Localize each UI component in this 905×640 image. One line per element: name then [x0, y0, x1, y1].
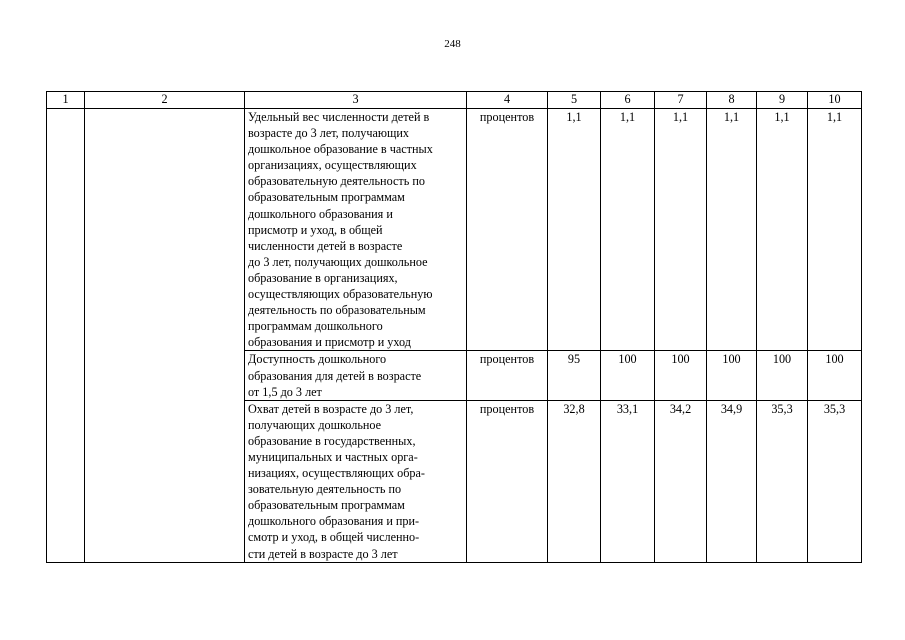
- header-col-9: 9: [757, 92, 808, 109]
- indicator-cell: [245, 109, 467, 351]
- table-row: [47, 109, 862, 351]
- indicator-line: дошкольное образование в частных: [248, 142, 433, 157]
- indicator-line: осуществляющих образовательную: [248, 287, 433, 302]
- cell-col-2: [85, 109, 245, 563]
- value-cell: 95: [548, 351, 601, 400]
- indicator-line: зовательную деятельность по: [248, 482, 402, 497]
- indicator-line: получающих дошкольное: [248, 417, 382, 432]
- indicator-cell: [245, 351, 467, 400]
- table-header-row: [47, 92, 862, 109]
- header-col-5: 5: [548, 92, 601, 109]
- value-cell: 32,8: [548, 400, 601, 562]
- indicator-line: возрасте до 3 лет, получающих: [248, 126, 410, 141]
- indicator-line: дошкольного образования и: [248, 206, 393, 221]
- indicator-line: образования и присмотр и уход: [248, 335, 411, 350]
- header-col-3: 3: [245, 92, 467, 109]
- header-col-4: 4: [467, 92, 548, 109]
- value-cell: 100: [808, 351, 862, 400]
- value-cell: 34,9: [707, 400, 757, 562]
- header-col-8: 8: [707, 92, 757, 109]
- indicator-line: организациях, осуществляющих: [248, 158, 417, 173]
- indicator-line: низациях, осуществляющих обра-: [248, 466, 425, 481]
- value-cell: 1,1: [548, 109, 601, 351]
- indicator-line: образование в организациях,: [248, 270, 398, 285]
- unit-cell: процентов: [467, 400, 548, 562]
- value-cell: 1,1: [757, 109, 808, 351]
- indicator-line: муниципальных и частных орга-: [248, 449, 418, 464]
- value-cell: 1,1: [601, 109, 655, 351]
- unit-cell: процентов: [467, 351, 548, 400]
- value-cell: 100: [601, 351, 655, 400]
- unit-cell: процентов: [467, 109, 548, 351]
- value-cell: 100: [757, 351, 808, 400]
- header-col-6: 6: [601, 92, 655, 109]
- header-col-10: 10: [808, 92, 862, 109]
- indicator-line: программам дошкольного: [248, 319, 383, 334]
- value-cell: 35,3: [757, 400, 808, 562]
- indicator-line: образование в государственных,: [248, 433, 416, 448]
- value-cell: 100: [655, 351, 707, 400]
- indicator-line: образовательную деятельность по: [248, 174, 425, 189]
- indicator-line: сти детей в возрасте до 3 лет: [248, 546, 398, 561]
- indicators-table: [46, 91, 862, 563]
- indicator-cell: [245, 400, 467, 562]
- indicator-line: численности детей в возрасте: [248, 238, 403, 253]
- indicator-line: образования для детей в возрасте: [248, 368, 422, 383]
- value-cell: 100: [707, 351, 757, 400]
- indicator-line: Охват детей в возрасте до 3 лет,: [248, 401, 414, 416]
- cell-col-1: [47, 109, 85, 563]
- indicator-line: Доступность дошкольного: [248, 352, 387, 367]
- page-number: 248: [444, 38, 461, 50]
- header-col-2: 2: [85, 92, 245, 109]
- header-col-1: 1: [47, 92, 85, 109]
- indicator-line: Удельный вес численности детей в: [248, 110, 430, 124]
- indicator-line: образовательным программам: [248, 190, 405, 205]
- indicator-line: присмотр и уход, в общей: [248, 222, 383, 237]
- value-cell: 34,2: [655, 400, 707, 562]
- indicator-line: смотр и уход, в общей численно-: [248, 530, 420, 545]
- value-cell: 1,1: [808, 109, 862, 351]
- value-cell: 35,3: [808, 400, 862, 562]
- indicator-line: дошкольного образования и при-: [248, 514, 420, 529]
- header-col-7: 7: [655, 92, 707, 109]
- indicator-line: до 3 лет, получающих дошкольное: [248, 254, 428, 269]
- indicator-line: образовательным программам: [248, 498, 405, 513]
- value-cell: 1,1: [655, 109, 707, 351]
- indicator-line: от 1,5 до 3 лет: [248, 384, 322, 399]
- value-cell: 33,1: [601, 400, 655, 562]
- indicator-line: деятельность по образовательным: [248, 303, 426, 318]
- value-cell: 1,1: [707, 109, 757, 351]
